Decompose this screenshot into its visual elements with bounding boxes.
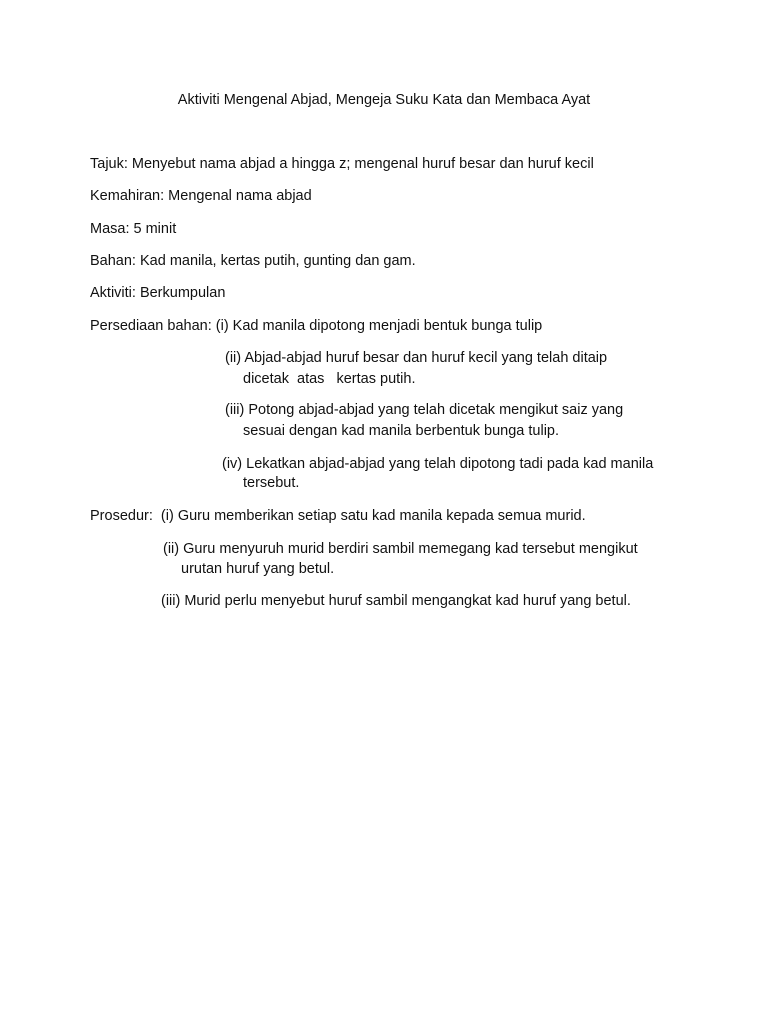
persediaan-item-ii: (ii) Abjad-abjad huruf besar dan huruf kecil yang telah ditaip bbox=[225, 350, 608, 366]
persediaan-line: Persediaan bahan: (i) Kad manila dipotong menjadi bentuk bunga tulip bbox=[90, 318, 543, 334]
persediaan-item-iv: (iv) Lekatkan abjad-abjad yang telah dipotong tadi pada kad manila bbox=[222, 456, 654, 472]
kemahiran-line: Kemahiran: Mengenal nama abjad bbox=[90, 188, 312, 204]
masa-line: Masa: 5 minit bbox=[90, 221, 177, 237]
prosedur-line: Prosedur: (i) Guru memberikan setiap satu kad manila kepada semua murid. bbox=[90, 508, 586, 524]
prosedur-item-iii: (iii) Murid perlu menyebut huruf sambil mengangkat kad huruf yang betul. bbox=[161, 593, 631, 609]
persediaan-item-iii-cont: sesuai dengan kad manila berbentuk bunga tulip. bbox=[243, 423, 560, 439]
prosedur-item-ii: (ii) Guru menyuruh murid berdiri sambil memegang kad tersebut mengikut bbox=[163, 541, 638, 557]
persediaan-item-iii: (iii) Potong abjad-abjad yang telah dicetak mengikut saiz yang bbox=[225, 402, 624, 418]
prosedur-item-ii-cont: urutan huruf yang betul. bbox=[181, 561, 335, 577]
persediaan-item-ii-cont: dicetak atas kertas putih. bbox=[243, 371, 416, 387]
tajuk-line: Tajuk: Menyebut nama abjad a hingga z; mengenal huruf besar dan huruf kecil bbox=[90, 156, 594, 172]
document-title: Aktiviti Mengenal Abjad, Mengeja Suku Kata dan Membaca Ayat bbox=[177, 92, 591, 108]
persediaan-item-iv-cont: tersebut. bbox=[243, 475, 300, 491]
bahan-line: Bahan: Kad manila, kertas putih, gunting dan gam. bbox=[90, 253, 416, 269]
aktiviti-line: Aktiviti: Berkumpulan bbox=[90, 285, 226, 301]
